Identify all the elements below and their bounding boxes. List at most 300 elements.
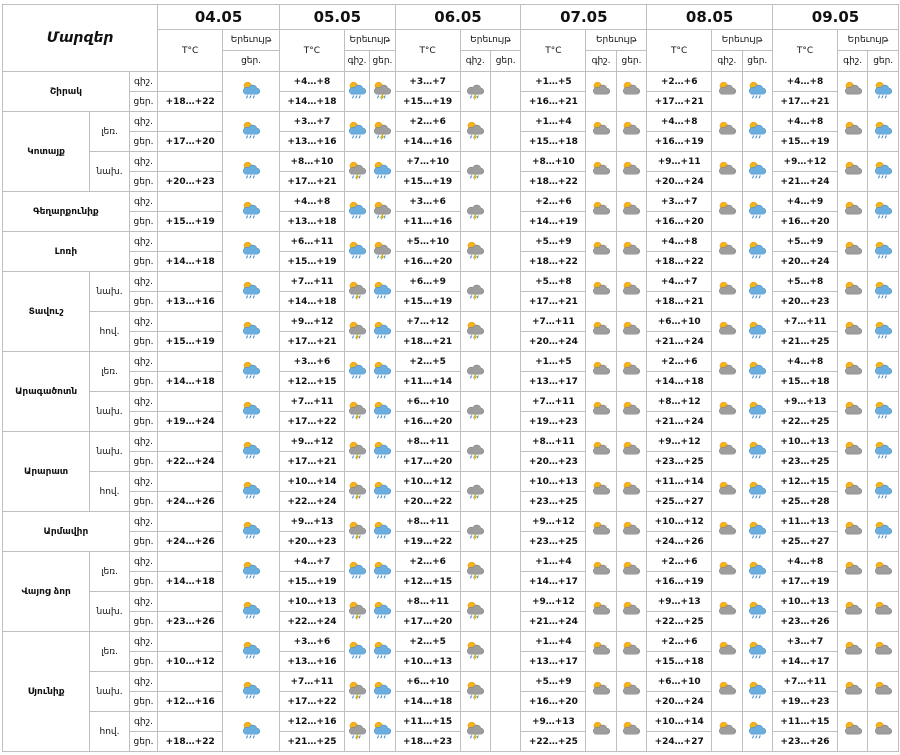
temperature-cell: +9…+12 bbox=[647, 432, 712, 452]
temperature-cell: +15…+19 bbox=[158, 212, 223, 232]
cloud-rain-storm-icon bbox=[461, 520, 490, 544]
temperature-cell bbox=[158, 632, 223, 652]
night-label: գիշ. bbox=[129, 312, 157, 332]
temperature-cell: +13…+17 bbox=[521, 372, 586, 392]
temperature-cell: +23…+26 bbox=[773, 732, 838, 752]
temperature-cell: +4…+7 bbox=[279, 552, 344, 572]
weather-cell bbox=[868, 592, 899, 632]
cloud-sun-icon bbox=[838, 560, 867, 584]
weather-cell bbox=[868, 512, 899, 552]
zone-label: նախ. bbox=[90, 432, 130, 472]
cloud-sun-rain-icon bbox=[743, 200, 772, 224]
weather-cell bbox=[370, 632, 395, 672]
weather-cell bbox=[490, 512, 520, 552]
cloud-sun-icon bbox=[586, 240, 615, 264]
weather-cell bbox=[344, 352, 369, 392]
cloud-sun-storm-icon bbox=[345, 480, 369, 504]
temperature-cell: +2…+6 bbox=[395, 552, 460, 572]
cloud-sun-storm-icon bbox=[370, 200, 394, 224]
cloud-sun-rain-icon bbox=[345, 560, 369, 584]
temperature-cell: +23…+25 bbox=[521, 492, 586, 512]
temperature-cell: +10…+14 bbox=[279, 472, 344, 492]
cloud-sun-icon bbox=[712, 120, 741, 144]
cloud-sun-rain-icon bbox=[868, 240, 898, 264]
cloud-sun-icon bbox=[712, 360, 741, 384]
night-label: գիշ. bbox=[129, 632, 157, 652]
temperature-cell: +5…+8 bbox=[521, 272, 586, 292]
weather-cell bbox=[742, 632, 772, 672]
weather-cell bbox=[460, 472, 490, 512]
temperature-cell: +17…+22 bbox=[279, 412, 344, 432]
temperature-cell: +14…+18 bbox=[158, 252, 223, 272]
temperature-cell: +20…+23 bbox=[279, 532, 344, 552]
cloud-sun-rain-icon bbox=[868, 80, 898, 104]
cloud-sun-rain-icon bbox=[868, 320, 898, 344]
weather-cell bbox=[586, 712, 616, 752]
cloud-sun-icon bbox=[586, 640, 615, 664]
weather-cell bbox=[460, 352, 490, 392]
day-label: ցեր. bbox=[129, 292, 157, 312]
temperature-cell bbox=[158, 312, 223, 332]
temp-header: T°C bbox=[158, 30, 223, 72]
temperature-cell: +7…+10 bbox=[395, 152, 460, 172]
date-header: 05.05 bbox=[279, 5, 395, 30]
weather-cell bbox=[344, 312, 369, 352]
cloud-sun-rain-icon bbox=[370, 440, 394, 464]
weather-cell bbox=[370, 712, 395, 752]
cloud-sun-storm-icon bbox=[345, 600, 369, 624]
weather-cell bbox=[586, 152, 616, 192]
weather-cell bbox=[490, 472, 520, 512]
cloud-rain-storm-icon bbox=[461, 400, 490, 424]
cloud-rain-storm-icon bbox=[461, 160, 490, 184]
temperature-cell: +21…+24 bbox=[647, 332, 712, 352]
cloud-sun-rain-icon bbox=[223, 440, 279, 464]
cloud-sun-storm-icon bbox=[461, 320, 490, 344]
zone-label: նախ. bbox=[90, 672, 130, 712]
table-row bbox=[3, 472, 899, 492]
table-row bbox=[3, 352, 899, 372]
weather-cell bbox=[490, 672, 520, 712]
table-row bbox=[3, 512, 899, 532]
weather-cell bbox=[712, 592, 742, 632]
temperature-cell: +14…+18 bbox=[279, 92, 344, 112]
temperature-cell: +1…+5 bbox=[521, 352, 586, 372]
temperature-cell: +12…+16 bbox=[158, 692, 223, 712]
weather-cell bbox=[868, 392, 899, 432]
day-label: ցեր. bbox=[129, 732, 157, 752]
day-header: ցեր. bbox=[868, 51, 899, 72]
zone-label: լեռ. bbox=[90, 552, 130, 592]
cloud-sun-icon bbox=[838, 360, 867, 384]
cloud-sun-icon bbox=[617, 240, 646, 264]
cloud-sun-rain-icon bbox=[223, 240, 279, 264]
weather-cell bbox=[742, 672, 772, 712]
cloud-sun-rain-icon bbox=[345, 360, 369, 384]
weather-cell bbox=[616, 552, 646, 592]
temperature-cell: +12…+15 bbox=[773, 472, 838, 492]
date-header: 08.05 bbox=[647, 5, 773, 30]
cloud-sun-storm-icon bbox=[345, 160, 369, 184]
day-label: ցեր. bbox=[129, 652, 157, 672]
weather-cell bbox=[712, 192, 742, 232]
cloud-sun-rain-icon bbox=[370, 320, 394, 344]
temp-header: T°C bbox=[647, 30, 712, 72]
temperature-cell: +18…+21 bbox=[647, 292, 712, 312]
weather-cell bbox=[616, 672, 646, 712]
cloud-sun-rain-icon bbox=[868, 360, 898, 384]
weather-cell bbox=[490, 72, 520, 112]
weather-cell bbox=[616, 312, 646, 352]
temperature-cell: +20…+23 bbox=[773, 292, 838, 312]
weather-cell bbox=[712, 72, 742, 112]
weather-cell bbox=[837, 192, 867, 232]
cloud-sun-storm-icon bbox=[461, 120, 490, 144]
weather-cell bbox=[586, 472, 616, 512]
temperature-cell: +10…+13 bbox=[395, 652, 460, 672]
region-name: Արագածոտն bbox=[3, 352, 90, 432]
temperature-cell: +22…+25 bbox=[647, 612, 712, 632]
cloud-rain-storm-icon bbox=[461, 200, 490, 224]
zone-label: լեռ. bbox=[90, 112, 130, 152]
cloud-rain-storm-icon bbox=[461, 280, 490, 304]
weather-cell bbox=[344, 112, 369, 152]
weather-cell bbox=[868, 632, 899, 672]
cloud-sun-icon bbox=[868, 640, 898, 664]
temperature-cell: +2…+6 bbox=[521, 192, 586, 212]
temperature-cell: +12…+15 bbox=[279, 372, 344, 392]
temperature-cell: +16…+20 bbox=[773, 212, 838, 232]
cloud-sun-rain-icon bbox=[743, 520, 772, 544]
night-label: գիշ. bbox=[129, 192, 157, 212]
weather-cell bbox=[712, 392, 742, 432]
temperature-cell: +5…+8 bbox=[773, 272, 838, 292]
cloud-sun-icon bbox=[586, 520, 615, 544]
cloud-sun-icon bbox=[586, 440, 615, 464]
cloud-sun-icon bbox=[838, 600, 867, 624]
cloud-sun-icon bbox=[712, 560, 741, 584]
temperature-cell: +18…+21 bbox=[395, 332, 460, 352]
cloud-sun-rain-icon bbox=[223, 560, 279, 584]
weather-cell bbox=[868, 712, 899, 752]
cloud-sun-icon bbox=[712, 240, 741, 264]
weather-cell bbox=[370, 672, 395, 712]
table-row bbox=[3, 392, 899, 412]
weather-cell bbox=[616, 192, 646, 232]
night-label: գիշ. bbox=[129, 512, 157, 532]
temperature-cell bbox=[158, 712, 223, 732]
temperature-cell: +20…+22 bbox=[395, 492, 460, 512]
temperature-cell: +17…+21 bbox=[521, 292, 586, 312]
cloud-sun-rain-icon bbox=[223, 480, 279, 504]
temperature-cell: +23…+25 bbox=[647, 452, 712, 472]
temperature-cell: +9…+12 bbox=[521, 592, 586, 612]
cloud-sun-storm-icon bbox=[345, 400, 369, 424]
weather-cell bbox=[490, 632, 520, 672]
night-label: գիշ. bbox=[129, 712, 157, 732]
weather-cell bbox=[344, 472, 369, 512]
cloud-sun-icon bbox=[586, 720, 615, 744]
temperature-cell bbox=[158, 552, 223, 572]
weather-cell bbox=[586, 192, 616, 232]
table-row bbox=[3, 592, 899, 612]
temperature-cell: +16…+20 bbox=[395, 252, 460, 272]
cloud-sun-icon bbox=[712, 480, 741, 504]
weather-cell bbox=[837, 352, 867, 392]
weather-cell bbox=[460, 592, 490, 632]
forecast-table bbox=[2, 4, 899, 752]
cloud-sun-rain-icon bbox=[743, 320, 772, 344]
cloud-sun-rain-icon bbox=[868, 480, 898, 504]
weather-cell bbox=[586, 512, 616, 552]
cloud-sun-icon bbox=[586, 600, 615, 624]
weather-cell bbox=[837, 432, 867, 472]
weather-cell bbox=[868, 432, 899, 472]
temperature-cell: +17…+21 bbox=[773, 92, 838, 112]
weather-cell bbox=[460, 712, 490, 752]
temperature-cell: +9…+12 bbox=[521, 512, 586, 532]
temperature-cell: +19…+22 bbox=[395, 532, 460, 552]
weather-cell bbox=[712, 112, 742, 152]
day-label: ցեր. bbox=[129, 532, 157, 552]
table-row bbox=[3, 312, 899, 332]
day-header: ցեր. bbox=[223, 51, 280, 72]
cloud-sun-icon bbox=[868, 560, 898, 584]
cloud-sun-icon bbox=[586, 80, 615, 104]
cloud-sun-icon bbox=[712, 280, 741, 304]
zone-label: լեռ. bbox=[90, 352, 130, 392]
temperature-cell: +16…+20 bbox=[647, 212, 712, 232]
cloud-sun-storm-icon bbox=[461, 600, 490, 624]
temperature-cell: +17…+20 bbox=[395, 612, 460, 632]
temperature-cell bbox=[158, 432, 223, 452]
weather-cell bbox=[223, 112, 280, 152]
temperature-cell: +19…+23 bbox=[521, 412, 586, 432]
weather-cell bbox=[712, 152, 742, 192]
weather-cell bbox=[616, 392, 646, 432]
cloud-sun-rain-icon bbox=[868, 520, 898, 544]
cloud-sun-rain-icon bbox=[345, 240, 369, 264]
weather-cell bbox=[742, 352, 772, 392]
weather-cell bbox=[460, 632, 490, 672]
weather-cell bbox=[742, 152, 772, 192]
cloud-sun-icon bbox=[617, 280, 646, 304]
weather-cell bbox=[344, 512, 369, 552]
temperature-cell bbox=[158, 192, 223, 212]
weather-cell bbox=[742, 192, 772, 232]
temperature-cell: +5…+10 bbox=[395, 232, 460, 252]
region-name: Արարատ bbox=[3, 432, 90, 512]
temperature-cell: +7…+11 bbox=[279, 672, 344, 692]
weather-cell bbox=[344, 432, 369, 472]
cloud-sun-rain-icon bbox=[370, 720, 394, 744]
cloud-sun-rain-icon bbox=[743, 400, 772, 424]
temperature-cell: +11…+14 bbox=[647, 472, 712, 492]
weather-cell bbox=[586, 312, 616, 352]
temperature-cell: +21…+24 bbox=[521, 612, 586, 632]
temperature-cell: +19…+23 bbox=[773, 692, 838, 712]
cloud-sun-storm-icon bbox=[345, 440, 369, 464]
temperature-cell: +10…+13 bbox=[773, 592, 838, 612]
cloud-sun-icon bbox=[617, 600, 646, 624]
weather-cell bbox=[460, 232, 490, 272]
date-header: 07.05 bbox=[521, 5, 647, 30]
weather-cell bbox=[616, 472, 646, 512]
cloud-sun-rain-icon bbox=[370, 520, 394, 544]
cloud-sun-icon bbox=[838, 480, 867, 504]
cloud-sun-storm-icon bbox=[461, 720, 490, 744]
day-label: ցեր. bbox=[129, 612, 157, 632]
cloud-sun-rain-icon bbox=[370, 560, 394, 584]
cloud-sun-rain-icon bbox=[345, 640, 369, 664]
weather-header: Երեւույթ bbox=[837, 30, 898, 51]
temperature-cell: +14…+18 bbox=[158, 372, 223, 392]
weather-cell bbox=[344, 272, 369, 312]
cloud-sun-icon bbox=[617, 360, 646, 384]
weather-cell bbox=[490, 592, 520, 632]
region-name: Վայոց ձոր bbox=[3, 552, 90, 632]
temperature-cell: +15…+18 bbox=[773, 372, 838, 392]
weather-cell bbox=[868, 232, 899, 272]
region-name: Տավուշ bbox=[3, 272, 90, 352]
weather-cell bbox=[868, 552, 899, 592]
weather-cell bbox=[370, 272, 395, 312]
weather-cell bbox=[586, 272, 616, 312]
day-label: ցեր. bbox=[129, 692, 157, 712]
cloud-sun-rain-icon bbox=[223, 600, 279, 624]
night-label: գիշ. bbox=[129, 152, 157, 172]
weather-cell bbox=[460, 112, 490, 152]
night-header: գիշ. bbox=[344, 51, 369, 72]
cloud-sun-rain-icon bbox=[743, 600, 772, 624]
temperature-cell: +9…+11 bbox=[647, 152, 712, 172]
cloud-sun-icon bbox=[617, 400, 646, 424]
weather-cell bbox=[742, 592, 772, 632]
temperature-cell: +4…+8 bbox=[773, 552, 838, 572]
temperature-cell: +14…+18 bbox=[158, 572, 223, 592]
cloud-sun-storm-icon bbox=[345, 720, 369, 744]
weather-cell bbox=[490, 312, 520, 352]
weather-cell bbox=[837, 152, 867, 192]
temperature-cell: +14…+17 bbox=[773, 652, 838, 672]
weather-header: Երեւույթ bbox=[460, 30, 521, 51]
temperature-cell: +8…+11 bbox=[395, 512, 460, 532]
temperature-cell: +2…+5 bbox=[395, 352, 460, 372]
temperature-cell: +11…+14 bbox=[395, 372, 460, 392]
temperature-cell: +8…+11 bbox=[395, 592, 460, 612]
temperature-cell: +4…+8 bbox=[647, 232, 712, 252]
temperature-cell: +20…+24 bbox=[521, 332, 586, 352]
temperature-cell: +13…+17 bbox=[521, 652, 586, 672]
weather-cell bbox=[460, 152, 490, 192]
cloud-sun-icon bbox=[617, 560, 646, 584]
temperature-cell: +6…+10 bbox=[647, 672, 712, 692]
temperature-cell bbox=[158, 232, 223, 252]
cloud-sun-icon bbox=[868, 680, 898, 704]
temperature-cell: +7…+11 bbox=[279, 272, 344, 292]
temperature-cell: +4…+8 bbox=[279, 72, 344, 92]
day-label: ցեր. bbox=[129, 212, 157, 232]
day-header: ցեր. bbox=[490, 51, 520, 72]
night-label: գիշ. bbox=[129, 672, 157, 692]
temperature-cell: +3…+6 bbox=[279, 352, 344, 372]
cloud-sun-rain-icon bbox=[223, 160, 279, 184]
temperature-cell: +15…+19 bbox=[773, 132, 838, 152]
temperature-cell: +22…+25 bbox=[521, 732, 586, 752]
temperature-cell: +6…+11 bbox=[279, 232, 344, 252]
cloud-sun-icon bbox=[712, 440, 741, 464]
weather-cell bbox=[868, 312, 899, 352]
cloud-sun-rain-icon bbox=[868, 200, 898, 224]
cloud-sun-rain-icon bbox=[223, 360, 279, 384]
cloud-sun-rain-icon bbox=[223, 80, 279, 104]
weather-cell bbox=[837, 112, 867, 152]
temperature-cell: +10…+13 bbox=[773, 432, 838, 452]
temperature-cell: +4…+7 bbox=[647, 272, 712, 292]
table-row bbox=[3, 112, 899, 132]
weather-cell bbox=[616, 112, 646, 152]
cloud-sun-icon bbox=[838, 400, 867, 424]
weather-cell bbox=[616, 152, 646, 192]
regions-header: Մարզեր bbox=[3, 5, 158, 72]
temperature-cell: +2…+6 bbox=[647, 552, 712, 572]
weather-cell bbox=[344, 192, 369, 232]
temperature-cell: +13…+18 bbox=[279, 212, 344, 232]
temperature-cell: +21…+25 bbox=[279, 732, 344, 752]
table-row bbox=[3, 232, 899, 252]
cloud-sun-storm-icon bbox=[461, 240, 490, 264]
temperature-cell: +14…+18 bbox=[647, 372, 712, 392]
temperature-cell: +23…+25 bbox=[521, 532, 586, 552]
weather-cell bbox=[344, 632, 369, 672]
night-label: գիշ. bbox=[129, 232, 157, 252]
weather-cell bbox=[712, 232, 742, 272]
weather-cell bbox=[344, 232, 369, 272]
cloud-sun-icon bbox=[712, 400, 741, 424]
cloud-sun-icon bbox=[617, 320, 646, 344]
temperature-cell: +24…+26 bbox=[158, 532, 223, 552]
cloud-sun-icon bbox=[838, 640, 867, 664]
temperature-cell: +1…+4 bbox=[521, 552, 586, 572]
temperature-cell: +9…+12 bbox=[279, 432, 344, 452]
weather-cell bbox=[460, 392, 490, 432]
temperature-cell: +7…+11 bbox=[773, 312, 838, 332]
weather-cell bbox=[742, 552, 772, 592]
region-name: Սյունիք bbox=[3, 632, 90, 752]
weather-cell bbox=[837, 72, 867, 112]
weather-cell bbox=[370, 432, 395, 472]
temperature-cell: +22…+24 bbox=[279, 492, 344, 512]
weather-cell bbox=[223, 672, 280, 712]
cloud-sun-icon bbox=[712, 160, 741, 184]
cloud-sun-storm-icon bbox=[370, 240, 394, 264]
weather-cell bbox=[490, 232, 520, 272]
weather-cell bbox=[490, 552, 520, 592]
temperature-cell: +2…+5 bbox=[395, 632, 460, 652]
temperature-cell: +18…+22 bbox=[521, 252, 586, 272]
table-row bbox=[3, 152, 899, 172]
temp-header: T°C bbox=[395, 30, 460, 72]
weather-cell bbox=[586, 72, 616, 112]
weather-cell bbox=[868, 72, 899, 112]
cloud-sun-storm-icon bbox=[461, 640, 490, 664]
temperature-cell: +4…+8 bbox=[773, 352, 838, 372]
temperature-cell: +3…+6 bbox=[395, 192, 460, 212]
weather-cell bbox=[712, 512, 742, 552]
temperature-cell: +14…+16 bbox=[395, 132, 460, 152]
night-label: գիշ. bbox=[129, 432, 157, 452]
temperature-cell: +5…+9 bbox=[521, 672, 586, 692]
